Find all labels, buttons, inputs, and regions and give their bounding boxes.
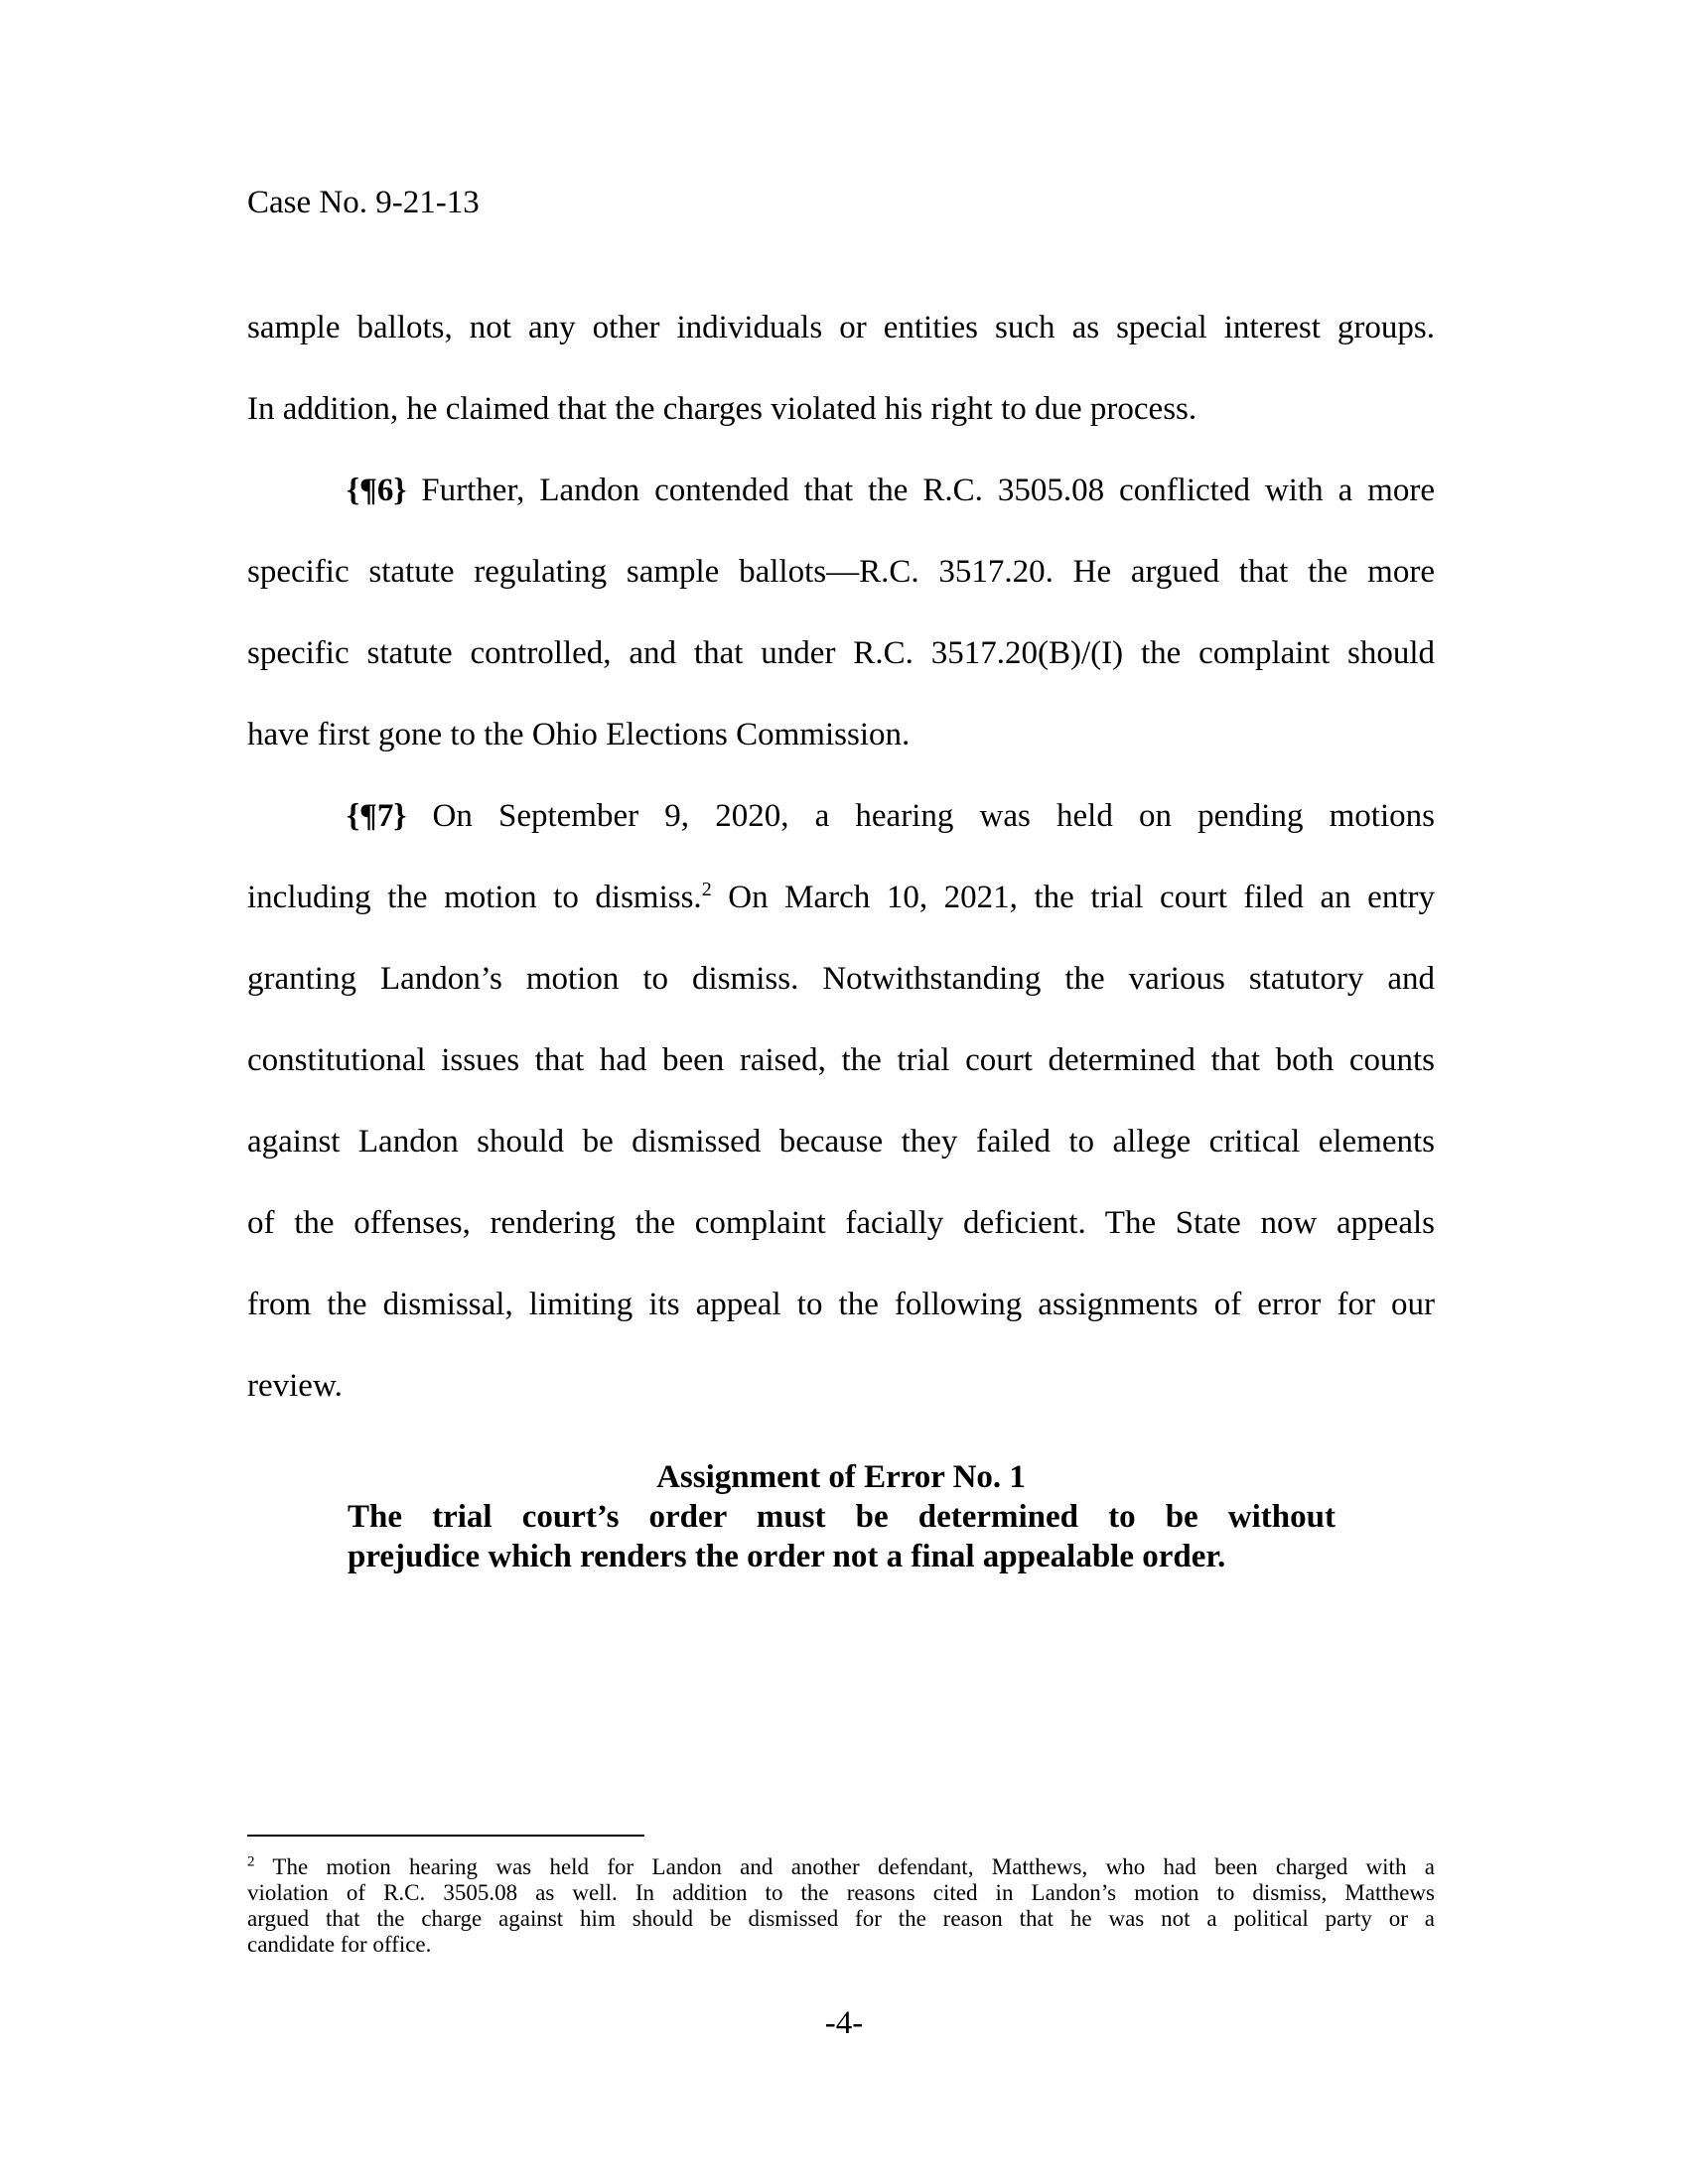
- body-line-text: against Landon should be dismissed because they failed to allege critical elements: [247, 1124, 1435, 1160]
- body-line-text: On September 9, 2020, a hearing was held on pending motions: [406, 798, 1435, 834]
- assignment-line: prejudice which renders the order not a final appealable order.: [348, 1539, 1226, 1574]
- footnote-text: The motion hearing was held for Landon and another defendant, Matthews, who had been charged with a: [254, 1854, 1435, 1879]
- body-line-text: sample ballots, not any other individuals or entities such as special interest groups.: [247, 310, 1435, 345]
- assignment-of-error-heading: Assignment of Error No. 1: [656, 1459, 1026, 1495]
- footnote: [247, 1854, 1435, 1958]
- body-line-text: In addition, he claimed that the charges violated his right to due process.: [247, 391, 1197, 427]
- body-line-text: On March 10, 2021, the trial court filed an entry: [711, 880, 1435, 915]
- paragraph-7-line: [247, 1201, 1435, 1245]
- body-line-text: specific statute regulating sample ballots—R.C. 3517.20. He argued that the more: [247, 554, 1435, 590]
- body-line-text: including the motion to dismiss.: [247, 880, 702, 915]
- paragraph-7-line: [247, 794, 1435, 838]
- assignment-line: The trial court’s order must be determined to be without: [348, 1499, 1336, 1535]
- footnote-line: argued that the charge against him should be dismissed for the reason that he was not a political party or a: [247, 1906, 1435, 1931]
- body-line: [247, 306, 1435, 349]
- paragraph-6-line: [247, 550, 1435, 594]
- footnote-line: candidate for office.: [247, 1932, 432, 1957]
- paragraph-marker: {¶6}: [347, 473, 407, 508]
- paragraph-6-line: [247, 631, 1435, 675]
- paragraph-7-line: [247, 1038, 1435, 1082]
- paragraph-6-line: [247, 713, 1435, 756]
- body-line-text: Further, Landon contended that the R.C. 3505.08 conflicted with a more: [406, 473, 1435, 508]
- paragraph-6-line: [247, 469, 1435, 512]
- paragraph-7-line: [247, 1283, 1435, 1326]
- footnote-number: 2: [247, 1853, 255, 1870]
- case-number: Case No. 9-21-13: [247, 185, 480, 220]
- body-line-text: of the offenses, rendering the complaint facially deficient. The State now appeals: [247, 1205, 1435, 1241]
- body-line-text: specific statute controlled, and that under R.C. 3517.20(B)/(I) the complaint should: [247, 635, 1435, 671]
- footnote-line: [247, 1854, 1435, 1880]
- body-line-text: constitutional issues that had been raised, the trial court determined that both counts: [247, 1042, 1435, 1078]
- paragraph-7-line: [247, 957, 1435, 1001]
- footnote-separator: [247, 1835, 644, 1837]
- paragraph-7-line: [247, 876, 1435, 919]
- footnote-reference[interactable]: 2: [701, 879, 712, 900]
- paragraph-marker: {¶7}: [347, 798, 407, 834]
- body-line: [247, 387, 1435, 431]
- paragraph-7-line: [247, 1364, 1435, 1408]
- page-number: -4-: [824, 2005, 864, 2041]
- body-line-text: granting Landon’s motion to dismiss. Notwithstanding the various statutory and: [247, 961, 1435, 997]
- paragraph-7-line: [247, 1120, 1435, 1163]
- body-line-text: from the dismissal, limiting its appeal to the following assignments of error for our: [247, 1287, 1435, 1322]
- body-line-text: have first gone to the Ohio Elections Commission.: [247, 717, 911, 752]
- body-line-text: review.: [247, 1368, 343, 1404]
- footnote-line: violation of R.C. 3505.08 as well. In addition to the reasons cited in Landon’s motion to dismiss, Matthews: [247, 1880, 1435, 1905]
